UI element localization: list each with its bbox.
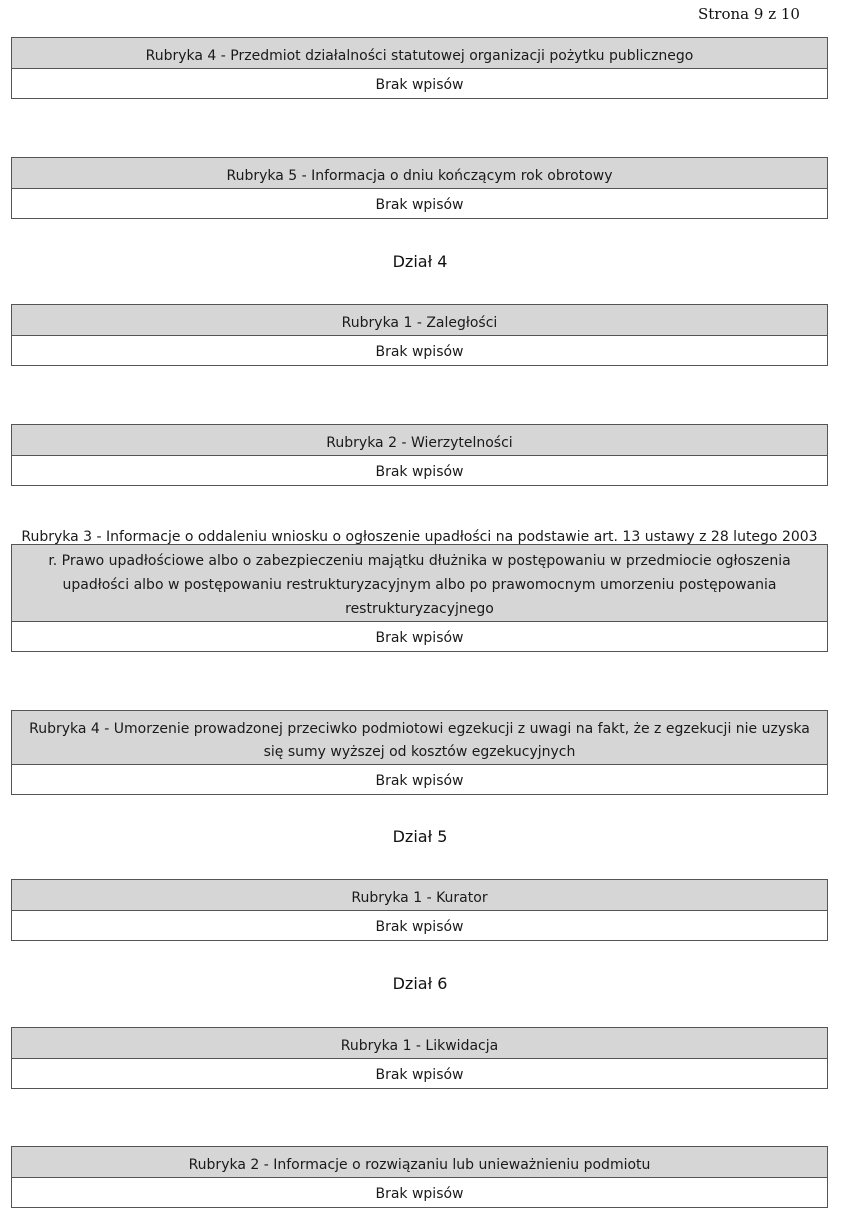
rubric-box	[11, 304, 828, 366]
rubric-content: Brak wpisów	[375, 919, 464, 935]
rubric-header	[12, 711, 827, 765]
rubric-header	[12, 158, 827, 189]
rubric-box	[11, 424, 828, 486]
rubric-box	[11, 37, 828, 99]
rubric-box	[11, 1027, 828, 1089]
rubric-title: Rubryka 2 - Informacje o rozwiązaniu lub unieważnieniu podmiotu	[188, 1156, 651, 1173]
page-number: Strona 9 z 10	[698, 5, 800, 23]
rubric-title: Rubryka 1 - Zaległości	[341, 314, 498, 331]
rubric-title: Rubryka 5 - Informacja o dniu kończącym rok obrotowy	[226, 167, 613, 184]
rubric-header	[12, 1028, 827, 1059]
rubric-title: Rubryka 1 - Likwidacja	[340, 1037, 499, 1054]
rubric-header	[12, 425, 827, 456]
section-title: Dział 6	[392, 974, 448, 993]
rubric-content: Brak wpisów	[375, 773, 464, 789]
rubric-box	[11, 879, 828, 941]
section-title: Dział 4	[392, 252, 448, 271]
rubric-content: Brak wpisów	[375, 77, 464, 93]
rubric-box	[11, 1146, 828, 1208]
rubric-header	[12, 1147, 827, 1178]
rubric-content: Brak wpisów	[375, 197, 464, 213]
rubric-box	[11, 529, 828, 652]
section-title: Dział 5	[392, 827, 448, 846]
rubric-title: Rubryka 3 - Informacje o oddaleniu wniosku o ogłoszenie upadłości na podstawie art. 13 ustawy z 28 lutego 2003 r. Prawo upadłościowe albo o zabezpieczeniu majątku dłużnika w postępowaniu w przedmiocie ogłoszenia upadłości albo w postępowaniu restrukturyzacyjnym albo po prawomocnym umorzeniu postępowania restrukturyzacyjnego	[21, 529, 818, 617]
rubric-header	[12, 880, 827, 911]
rubric-header	[12, 305, 827, 336]
rubric-header	[12, 529, 827, 622]
rubric-content: Brak wpisów	[375, 1067, 464, 1083]
rubric-title: Rubryka 4 - Umorzenie prowadzonej przeciwko podmiotowi egzekucji z uwagi na fakt, że z egzekucji nie uzyska się sumy wyższej od kosztów egzekucyjnych	[29, 721, 810, 760]
rubric-content: Brak wpisów	[375, 630, 464, 646]
rubric-title: Rubryka 1 - Kurator	[351, 889, 488, 906]
rubric-title: Rubryka 2 - Wierzytelności	[326, 434, 513, 451]
rubric-content: Brak wpisów	[375, 1186, 464, 1202]
rubric-content: Brak wpisów	[375, 344, 464, 360]
rubric-content: Brak wpisów	[375, 464, 464, 480]
rubric-box	[11, 157, 828, 219]
rubric-title: Rubryka 4 - Przedmiot działalności statutowej organizacji pożytku publicznego	[145, 47, 694, 64]
rubric-box	[11, 710, 828, 795]
rubric-header	[12, 38, 827, 69]
